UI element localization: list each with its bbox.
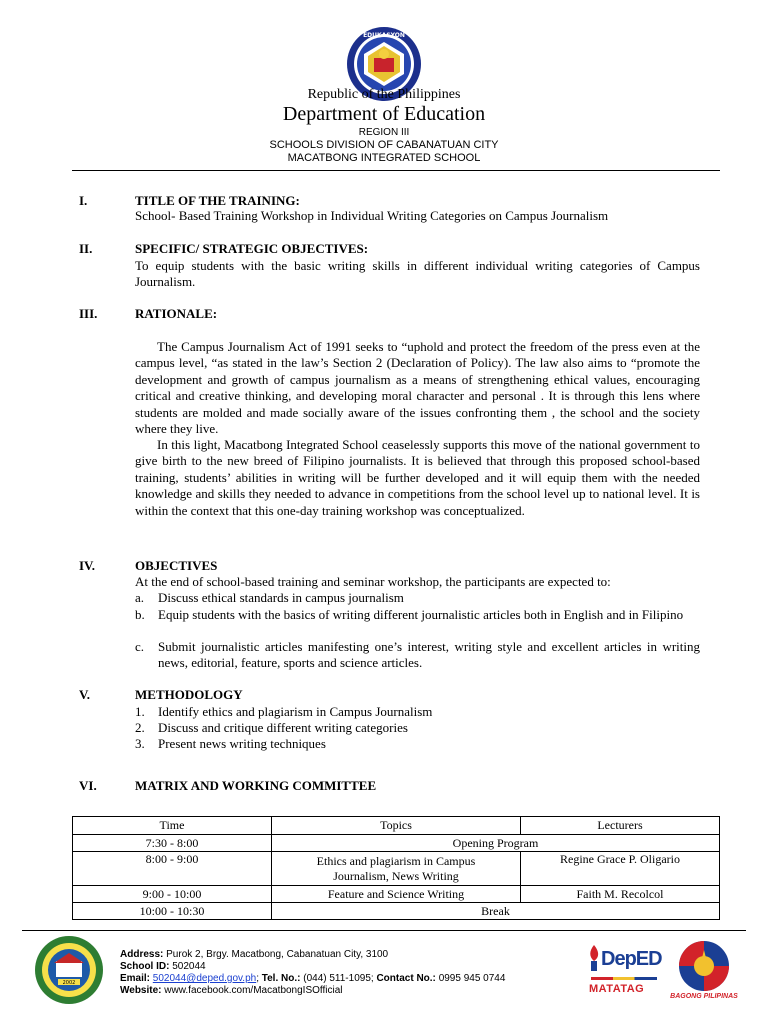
list-marker: 1. [135,704,145,719]
footer-divider [22,930,746,931]
event-cell: Break [272,903,720,920]
tel-value: (044) 511-1095 [303,973,371,984]
section-number: V. [79,687,90,702]
list-text: Discuss ethical standards in campus journalism [158,590,404,605]
topic-cell: Feature and Science Writing [272,886,521,903]
section-number: IV. [79,558,96,573]
footer-website [120,985,343,997]
address-label: Address: [120,949,164,960]
objectives-intro: At the end of school-based training and seminar workshop, the participants are expected to: [135,574,611,589]
bagong-pilipinas-emblem [676,940,732,992]
email-link[interactable]: 502044@deped.gov.ph [152,973,257,984]
header-divider [72,170,720,171]
school-logo-year: 2002 [62,980,76,986]
section-title: OBJECTIVES [135,558,218,573]
column-header: Topics [272,817,521,835]
website-link[interactable]: www.facebook.com/MacatbongISOfficial [164,985,343,996]
list-item [135,736,700,752]
column-header: Time [73,817,272,835]
table-row [73,903,720,920]
topic-cell: Ethics and plagiarism in Campus Journalism, News Writing [272,852,521,886]
school-id-value: 502044 [172,961,206,972]
section-number: I. [79,193,88,208]
website-label: Website: [120,985,162,996]
list-text: Discuss and critique different writing categories [158,720,408,735]
lecturer-cell: Regine Grace P. Oligario [521,852,720,886]
list-marker: 2. [135,720,145,735]
bagong-pilipinas-logo [668,940,740,1006]
section-number: VI. [79,778,97,793]
contact-label: Contact No.: [376,973,436,984]
section-title: TITLE OF THE TRAINING: [135,193,300,208]
section-number: II. [79,241,93,256]
time-cell: 10:00 - 10:30 [73,903,272,920]
list-text: Submit journalistic articles manifesting one’s interest, writing style and excellent articles in writing news, editorial, feature, sports and science articles. [158,639,700,670]
training-title: School- Based Training Workshop in Individual Writing Categories on Campus Journalism [135,208,609,223]
school-logo [34,935,104,1005]
time-cell: 9:00 - 10:00 [73,886,272,903]
section-title: SPECIFIC/ STRATEGIC OBJECTIVES: [135,241,369,256]
list-item [135,720,700,736]
matrix-table [72,816,720,920]
bagong-pilipinas-label: BAGONG PILIPINAS [670,993,738,1000]
contact-value: 0995 945 0744 [438,973,506,984]
event-cell: Opening Program [272,835,720,852]
deped-wordmark: DepED [601,948,662,970]
footer-address [120,949,388,961]
list-text: Equip students with the basics of writing different journalistic articles both in English and in Filipino [158,607,684,622]
list-marker: c. [135,639,145,654]
email-label: Email: [120,973,151,984]
list-marker: a. [135,590,145,605]
section-number: III. [79,306,98,321]
republic-label: Republic of the Philippines [307,87,461,102]
matatag-label: MATATAG [589,983,645,995]
column-header: Lecturers [521,817,720,835]
department-title: Department of Education [282,103,486,125]
list-item [135,704,700,720]
school-label: MACATBONG INTEGRATED SCHOOL [287,152,481,164]
table-row [73,852,720,886]
list-text: Present news writing techniques [158,736,326,751]
tel-label: Tel. No.: [261,973,301,984]
school-id-label: School ID: [120,961,170,972]
region-label: REGION III [358,127,410,138]
list-item [135,639,700,670]
list-item [135,607,700,623]
section-title: MATRIX AND WORKING COMMITTEE [135,778,377,793]
table-row [73,886,720,903]
section-title: RATIONALE: [135,306,218,321]
time-cell: 8:00 - 9:00 [73,852,272,886]
matatag-stripe [591,977,657,980]
table-row [73,835,720,852]
list-text: Identify ethics and plagiarism in Campus Journalism [158,704,433,719]
rationale-paragraph: In this light, Macatbong Integrated School ceaselessly supports this move of the national government to give birth to the new breed of Filipino journalists. It is believed that through this proposed school-based training, students’ abilities in writing will be further developed and it will equip them with the needed knowledge and skills they needed to advance in competitions from the school level up to national level. It is within the context that this one-day training workshop was conceptualized. [135,437,700,518]
deped-matatag-logo [585,943,665,1003]
division-label: SCHOOLS DIVISION OF CABANATUAN CITY [269,139,499,151]
list-item [135,590,700,606]
section-title: METHODOLOGY [135,687,243,702]
list-marker: 3. [135,736,145,751]
time-cell: 7:30 - 8:00 [73,835,272,852]
rationale-paragraph: The Campus Journalism Act of 1991 seeks to “uphold and protect the freedom of the press even at the campus level, “as stated in the law’s Section 2 (Declaration of Policy). The law also aims to “promote the development and growth of campus journalism as a means of strengthening ethical values, encouraging critical and creative thinking, and developing moral character and personal . It is through this lens where students are molded and made socially aware of the issues confronting them , the school and the society where they live. [135,339,700,437]
objectives-statement: To equip students with the basic writing skills in different individual writing categories of Campus Journalism. [135,258,700,290]
footer-school-id [120,961,206,973]
table-header-row [73,817,720,835]
list-marker: b. [135,607,145,622]
lecturer-cell: Faith M. Recolcol [521,886,720,903]
svg-text:EDUKASYON: EDUKASYON [363,32,405,39]
address-value: Purok 2, Brgy. Macatbong, Cabanatuan City, 3100 [166,949,389,960]
footer-contact: Email: 502044@deped.gov.ph; Tel. No.: (044) 511-1095; Contact No.: 0995 945 0744 [120,973,506,984]
